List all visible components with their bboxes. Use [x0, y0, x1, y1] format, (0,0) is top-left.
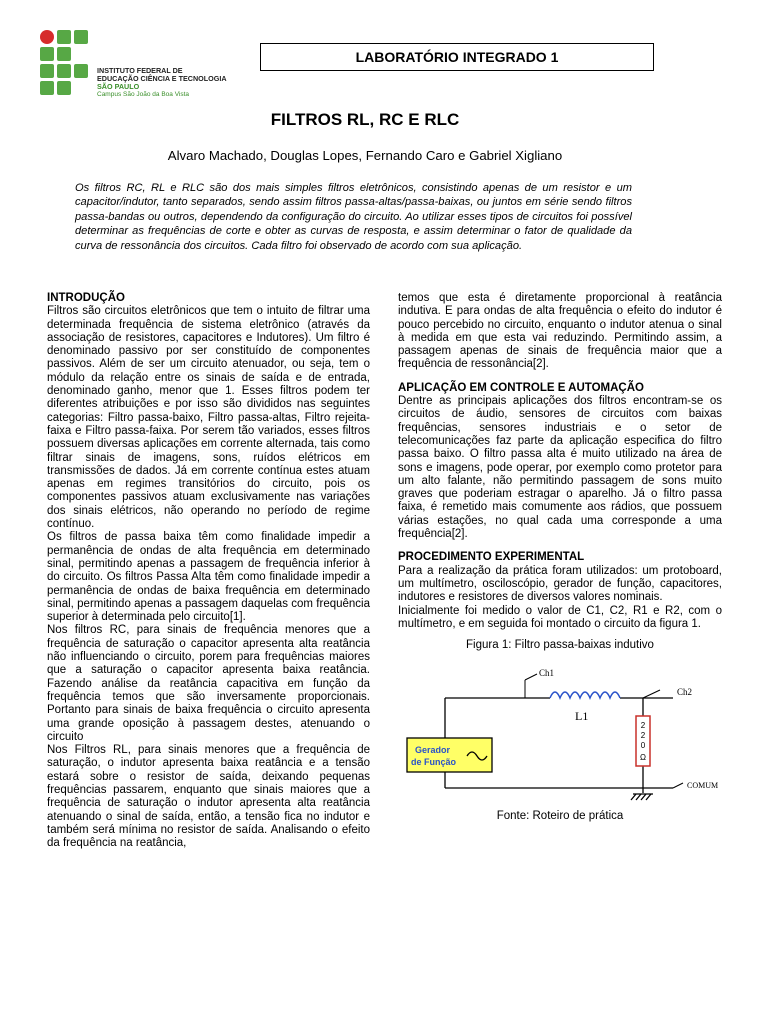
paper-title: FILTROS RL, RC E RLC	[270, 110, 460, 129]
generator-label-1: Gerador	[415, 745, 451, 756]
procedure-paragraph-1: Para a realização da prática foram utilizados: um protoboard, um multímetro, osciloscópio, gerador de função, capacitores, indutores e resistores de diversos valores nominais.	[398, 564, 722, 604]
resistor-digit-3: 0	[640, 741, 646, 751]
intro-heading: INTRODUÇÃO	[47, 292, 125, 304]
intro-paragraph-2: Os filtros de passa baixa têm como finalidade impedir a permanência de ondas de alta frequência em determinado sinal, permitindo apenas a passagem de frequência inferior à do circuito. Os filtros Passa Alta têm como finalidade impedir a permanência de ondas de baixa frequência em determinado sinal, permitindo apenas a passagem daquelas com frequência superior à determinada pelo circuito[1].	[47, 531, 370, 624]
ch2-label: Ch2	[677, 687, 693, 698]
lab-title-box: LABORATÓRIO INTEGRADO 1	[260, 43, 654, 71]
procedure-paragraph-2: Inicialmente foi medido o valor de C1, C2, R1 e R2, com o multímetro, e em seguida foi montado o circuito da figura 1.	[398, 604, 722, 630]
inductor-icon	[550, 692, 620, 698]
logo-line-4: Campus São João da Boa Vista	[97, 91, 190, 98]
figure-caption: Figura 1: Filtro passa-baixas indutivo	[466, 639, 654, 652]
generator-label-2: de Função	[411, 757, 457, 768]
logo-line-2: EDUCAÇÃO CIÊNCIA E TECNOLOGIA	[97, 74, 227, 83]
inductor-label: L1	[575, 709, 589, 724]
abstract: Os filtros RC, RL e RLC são dos mais simples filtros eletrônicos, consistindo apenas de um resistor e um capacitor/indutor, tanto separados, sendo assim filtros passa-altas/passa-baixas, ou juntos em série sendo filtros passa-bandas ou outros, dependendo da configuração do circuito. Ao utilizar esses tipos de circuitos foi possível determinar as frequências de corte e obter as curvas de resposta, e assim determinar o fator de qualidade da curva de ressonância dos circuitos. Cada filtro foi observado de acordo com sua aplicação.	[75, 182, 632, 252]
application-paragraph-1: Dentre as principais aplicações dos filtros encontram-se os circuitos de áudio, sensores de circuitos com baixas frequências, sensores industriais e o setor de telecomunicações faz parte da aplicação especifica do filtro passa baixo. O filtro passa alta é muito utilizado na área de sons e imagens, pode operar, por exemplo como protetor para um alto falante, não permitindo passagem de sons muito graves que poderiam estragar o aparelho. Já o filtro passa faixa, é remetido mais comumente aos rádios, que possuem várias estações, no qual cada uma corresponde a uma frequência[2].	[398, 395, 722, 541]
intro-paragraph-5: temos que esta é diretamente proporcional à reatância indutiva. E para ondas de alta frequência o efeito do indutor é pouco percebido no circuito, enquanto o indutor atenua o sinal à medida em que esta vai reduzindo. Permitindo assim, a passagem apenas de sinais de frequência maior que a frequência de ressonância[2].	[398, 292, 722, 371]
logo-line-3: SÃO PAULO	[97, 82, 140, 91]
left-column	[47, 292, 370, 850]
figure-source: Fonte: Roteiro de prática	[496, 810, 624, 823]
resistor-digit-4: Ω	[640, 753, 646, 763]
logo-line-1: INSTITUTO FEDERAL DE	[97, 66, 183, 75]
institution-logo	[40, 30, 240, 105]
logo-text	[97, 67, 227, 99]
common-label: COMUM	[687, 781, 719, 791]
application-heading: APLICAÇÃO EM CONTROLE E AUTOMAÇÃO	[398, 381, 644, 394]
paper-authors: Alvaro Machado, Douglas Lopes, Fernando Caro e Gabriel Xigliano	[167, 148, 563, 163]
intro-paragraph-4: Nos Filtros RL, para sinais menores que a frequência de saturação, o indutor apresenta baixa reatância e a tensão estará sobre o resistor de saída, deixando pequenas frequências passarem, enquanto que sinais maiores que a frequência de saturação o indutor apresenta alta reatância atenuando o sinal de saída, então, a tensão fica no indutor e também será mínima no resistor de saída. Analisando o efeito da frequência na reatância,	[47, 744, 370, 850]
intro-paragraph-3: Nos filtros RC, para sinais de frequência menores que a frequência de saturação o capacitor apresenta alta reatância não influenciando o circuito, porem para frequências maiores que a saturação o capacitor apresenta baixa reatância. Fazendo análise da reatância capacitiva em função da frequência temos que são inversamente proporcionais. Portanto para sinais de baixa frequência o circuito apresenta uma grande oposição à passagem destes, atenuando o circuito	[47, 624, 370, 743]
logo-grid-icon	[40, 30, 96, 100]
circuit-diagram	[405, 658, 719, 808]
resistor-digit-2: 2	[640, 731, 646, 741]
procedure-heading: PROCEDIMENTO EXPERIMENTAL	[398, 551, 585, 564]
ch1-label: Ch1	[539, 668, 555, 679]
intro-paragraph-1: Filtros são circuitos eletrônicos que tem o intuito de filtrar uma determinada frequência de sistema eletrônico (através da associação de resistores, capacitores e Indutores). Um filtro é denominado passivo por ser constituído de componentes passivos. Além de ser um circuito atenuador, ou seja, tem o módulo da relação entre os sinais de saída e de entrada, denominado ganho, menor que 1. Esses filtros podem ter diferentes atribuições e por isso são divididos nas seguintes categorias: Filtro passa-baixo, Filtro passa-altas, Filtro rejeita-faixa e Filtro passa-faixa. Por serem tão variados, esses filtros possuem diversas aplicações em corrente alternada, tais como filtrar sinais de imagens, sons, ruídos elétricos em transmissões de dados. Já em corrente contínua estes atuam apenas em regimes transitórios do circuito, pois os componentes passivos atuam exclusivamente nas variações dos sinais elétricos, não operando no período de regime contínuo.	[47, 305, 370, 531]
right-column	[398, 292, 722, 824]
resistor-digit-1: 2	[640, 721, 646, 731]
